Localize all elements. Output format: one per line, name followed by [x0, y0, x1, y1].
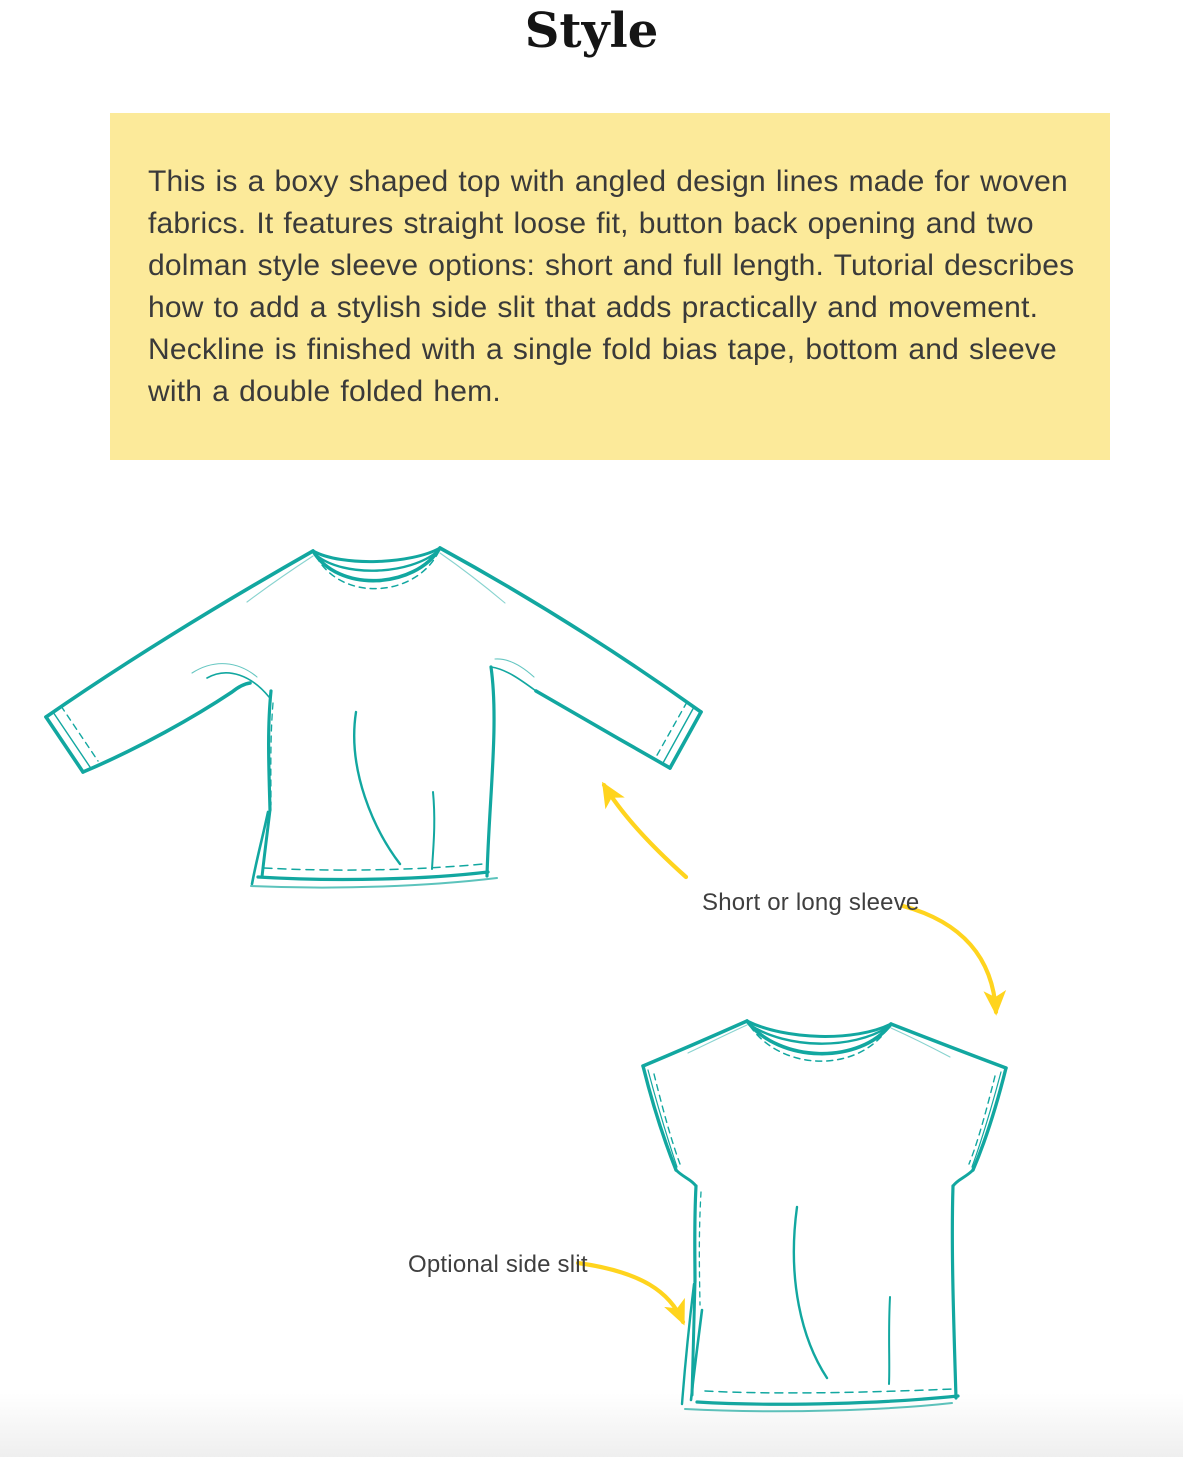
long-sleeve-top-drawing [20, 520, 730, 900]
short-sleeve-neckline [747, 1021, 891, 1061]
short-sleeve-fold-lines [685, 1025, 952, 1411]
long-sleeve-outline [46, 548, 701, 884]
arrow-to-short-sleeve [903, 906, 996, 1012]
description-text: This is a boxy shaped top with angled design lines made for woven fabrics. It features straight loose fit, button back opening and two dolman style sleeve options: short and full length. Tutorial describes how to add a stylish side slit that adds practically and movement. Neckline is finished with a single fold bias tape, bottom and sleeve with a double folded hem. [148, 165, 1075, 408]
short-sleeve-top-illustration [615, 1008, 1045, 1413]
sleeve-annotation-label: Short or long sleeve [702, 889, 920, 916]
short-sleeve-top-drawing [615, 1008, 1045, 1413]
short-sleeve-outline [643, 1021, 1006, 1404]
short-sleeve-stitch-lines [648, 1070, 1001, 1393]
page-title: Style [524, 3, 659, 59]
long-sleeve-top-illustration [20, 520, 730, 900]
slit-annotation-label: Optional side slit [408, 1251, 588, 1278]
description-box [110, 113, 1110, 460]
long-sleeve-fold-lines [192, 553, 536, 888]
long-sleeve-neckline [313, 548, 440, 589]
